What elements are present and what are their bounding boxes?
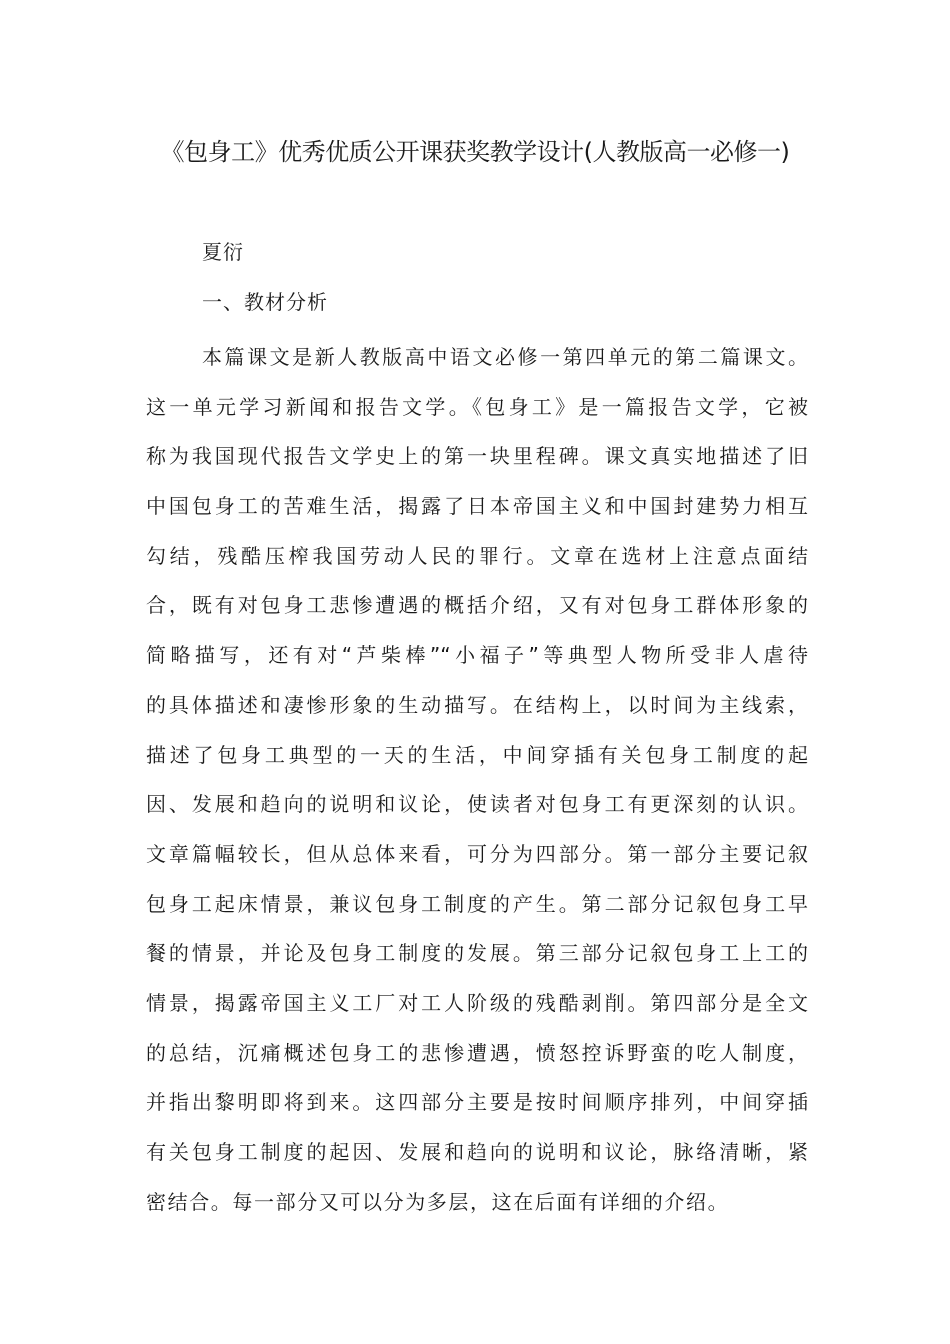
paragraph-line: 因、发展和趋向的说明和议论，使读者对包身工有更深刻的认识。	[146, 792, 808, 817]
document-title: 《包身工》优秀优质公开课获奖教学设计(人教版高一必修一)	[160, 138, 790, 166]
paragraph-line: 文章篇幅较长，但从总体来看，可分为四部分。第一部分主要记叙	[146, 841, 808, 866]
paragraph-line: 描述了包身工典型的一天的生活，中间穿插有关包身工制度的起	[146, 742, 808, 767]
paragraph-line: 有关包身工制度的起因、发展和趋向的说明和议论，脉络清晰，紧	[146, 1140, 808, 1164]
author-name: 夏衍	[202, 240, 244, 264]
paragraph-line: 并指出黎明即将到来。这四部分主要是按时间顺序排列，中间穿插	[146, 1090, 808, 1115]
paragraph-line: 本篇课文是新人教版高中语文必修一第四单元的第二篇课文。	[202, 345, 808, 369]
paragraph-line: 的具体描述和凄惨形象的生动描写。在结构上，以时间为主线索，	[146, 692, 808, 717]
paragraph-line: 中国包身工的苦难生活，揭露了日本帝国主义和中国封建势力相互	[146, 494, 808, 519]
paragraph-line: 密结合。每一部分又可以分为多层，这在后面有详细的介绍。	[146, 1189, 730, 1214]
paragraph-line: 简略描写，还有对“芦柴棒”“小福子”等典型人物所受非人虐待	[146, 643, 808, 668]
paragraph-line: 餐的情景，并论及包身工制度的发展。第三部分记叙包身工上工的	[146, 941, 808, 966]
paragraph-line: 的总结，沉痛概述包身工的悲惨遭遇，愤怒控诉野蛮的吃人制度，	[146, 1040, 808, 1065]
paragraph-line: 这一单元学习新闻和报告文学。《包身工》是一篇报告文学，它被	[146, 394, 808, 419]
paragraph-line: 合，既有对包身工悲惨遭遇的概括介绍，又有对包身工群体形象的	[146, 593, 808, 618]
paragraph-line: 勾结，残酷压榨我国劳动人民的罪行。文章在选材上注意点面结	[146, 543, 808, 568]
paragraph-line: 情景，揭露帝国主义工厂对工人阶级的残酷剥削。第四部分是全文	[146, 990, 808, 1015]
section-heading: 一、教材分析	[202, 290, 328, 314]
paragraph-line: 包身工起床情景，兼议包身工制度的产生。第二部分记叙包身工早	[146, 891, 808, 916]
body-paragraph	[146, 333, 808, 1227]
paragraph-line: 称为我国现代报告文学史上的第一块里程碑。课文真实地描述了旧	[146, 444, 808, 469]
